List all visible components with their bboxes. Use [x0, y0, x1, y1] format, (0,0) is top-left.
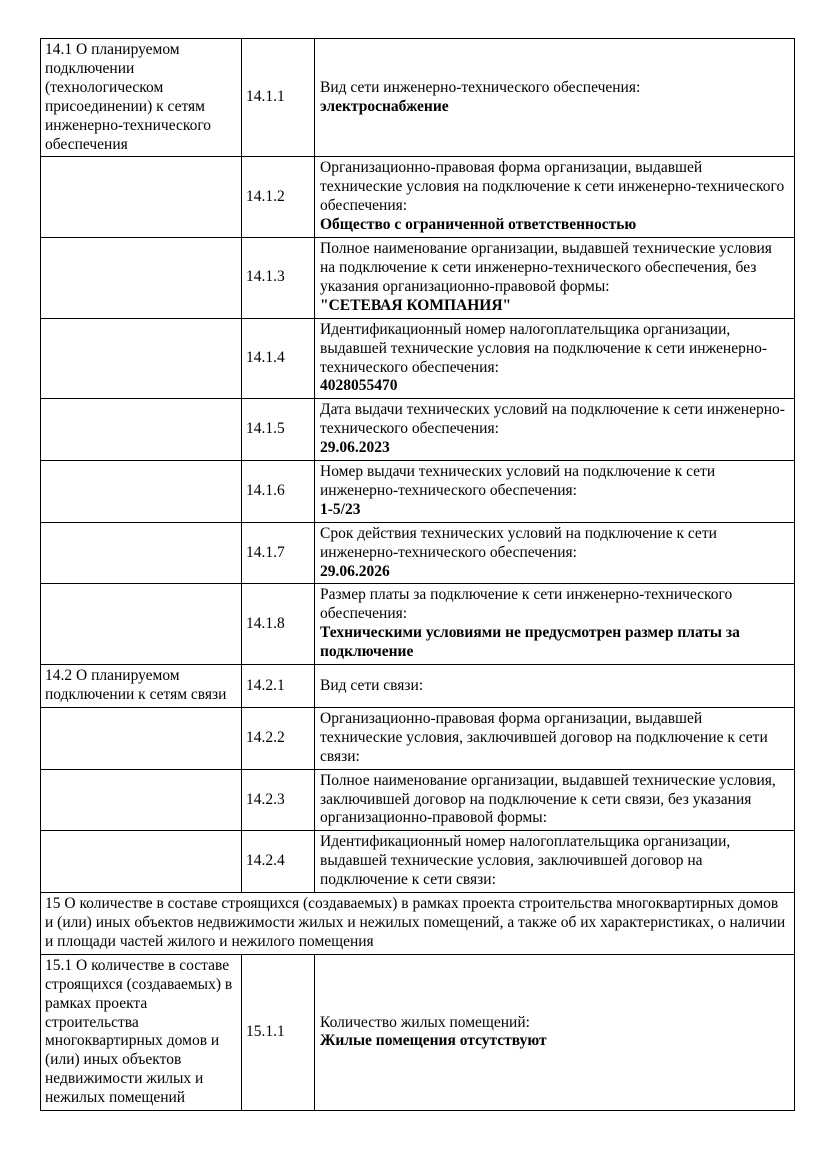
item-answer: электроснабжение	[320, 97, 449, 115]
item-question: Размер платы за подключение к сети инженерно-технического обеспечения:	[320, 586, 733, 623]
item-question: Вид сети связи:	[320, 676, 424, 694]
item-question: Номер выдачи технических условий на подключение к сети инженерно-технического обеспечения:	[320, 463, 716, 499]
section-label-cell	[41, 584, 242, 665]
section-header-cell: 15 О количестве в составе строящихся (создаваемых) в рамках проекта строительства многоквартирных домов и (или) иных объектов недвижимости жилых и нежилых помещений, а также об их характеристиках, о наличии и площади частей жилого и нежилого помещения	[41, 893, 795, 955]
declaration-table	[40, 38, 795, 1111]
item-answer: 29.06.2023	[320, 439, 390, 457]
item-content-cell	[315, 399, 795, 461]
section-label-cell	[41, 707, 242, 769]
table-row	[41, 461, 795, 523]
item-number-cell: 14.1.8	[242, 584, 315, 665]
item-content-cell	[315, 707, 795, 769]
section-label-cell	[41, 522, 242, 584]
table-row	[41, 893, 795, 955]
item-content-cell	[315, 831, 795, 893]
table-row	[41, 831, 795, 893]
item-number-cell: 14.1.1	[242, 39, 315, 157]
item-content-cell	[315, 39, 795, 157]
item-answer: Жилые помещения отсутствуют	[320, 1032, 547, 1050]
item-number-cell: 14.1.4	[242, 318, 315, 399]
item-number-cell: 14.2.4	[242, 831, 315, 893]
item-number-cell: 15.1.1	[242, 954, 315, 1110]
item-question: Полное наименование организации, выдавшей технические условия, заключившей договор на подключение к сети связи, без указания организационно-правовой формы:	[320, 771, 776, 827]
item-number-cell: 14.1.6	[242, 461, 315, 523]
item-content-cell	[315, 318, 795, 399]
section-label-cell	[41, 769, 242, 831]
section-label-cell: 14.2 О планируемом подключении к сетям связи	[41, 665, 242, 708]
table-row	[41, 318, 795, 399]
section-label-cell: 14.1 О планируемом подключении (технологическом присоединении) к сетям инженерно-технического обеспечения	[41, 39, 242, 157]
declaration-table-body	[41, 39, 795, 1111]
item-content-cell	[315, 522, 795, 584]
item-answer: 4028055470	[320, 377, 398, 395]
table-row	[41, 522, 795, 584]
table-row	[41, 954, 795, 1110]
item-number-cell: 14.1.2	[242, 157, 315, 238]
item-number-cell: 14.2.2	[242, 707, 315, 769]
item-content-cell	[315, 769, 795, 831]
section-label-cell	[41, 238, 242, 319]
item-number-cell: 14.2.3	[242, 769, 315, 831]
item-content-cell	[315, 157, 795, 238]
item-question: Дата выдачи технических условий на подключение к сети инженерно-технического обеспечения:	[320, 401, 785, 438]
item-content-cell	[315, 665, 795, 708]
table-row	[41, 39, 795, 157]
item-question: Идентификационный номер налогоплательщика организации, выдавшей технические условия, заключившей договор на подключение к сети связи:	[320, 833, 731, 889]
item-question: Срок действия технических условий на подключение к сети инженерно-технического обеспечения:	[320, 524, 717, 561]
table-row	[41, 157, 795, 238]
item-content-cell	[315, 584, 795, 665]
table-row	[41, 399, 795, 461]
item-question: Идентификационный номер налогоплательщика организации, выдавшей технические условия на подключение к сети инженерно-технического обеспечения:	[320, 320, 768, 376]
item-number-cell: 14.1.5	[242, 399, 315, 461]
item-answer: 29.06.2026	[320, 562, 390, 580]
section-label-cell	[41, 461, 242, 523]
item-question: Полное наименование организации, выдавшей технические условия на подключение к сети инженерно-технического обеспечения, без указания организационно-правовой формы:	[320, 240, 772, 295]
section-label-cell	[41, 157, 242, 238]
item-question: Организационно-правовая форма организации, выдавшей технические условия на подключение к сети инженерно-технического обеспечения:	[320, 159, 785, 215]
item-answer: 1-5/23	[320, 500, 361, 518]
item-question: Количество жилых помещений:	[320, 1013, 530, 1031]
section-label-cell: 15.1 О количестве в составе строящихся (создаваемых) в рамках проекта строительства многоквартирных домов и (или) иных объектов недвижимости жилых и нежилых помещений	[41, 954, 242, 1110]
item-content-cell	[315, 238, 795, 319]
item-answer: "СЕТЕВАЯ КОМПАНИЯ"	[320, 296, 512, 314]
item-question: Организационно-правовая форма организации, выдавшей технические условия, заключившей договор на подключение к сети связи:	[320, 709, 768, 765]
table-row	[41, 769, 795, 831]
table-row	[41, 238, 795, 319]
item-answer: Техническими условиями не предусмотрен размер платы за подключение	[320, 624, 740, 661]
item-content-cell	[315, 954, 795, 1110]
item-answer: Общество с ограниченной ответственностью	[320, 216, 637, 234]
table-row	[41, 707, 795, 769]
section-label-cell	[41, 318, 242, 399]
section-label-cell	[41, 399, 242, 461]
table-row	[41, 584, 795, 665]
item-content-cell	[315, 461, 795, 523]
item-number-cell: 14.1.7	[242, 522, 315, 584]
item-number-cell: 14.1.3	[242, 238, 315, 319]
table-row	[41, 665, 795, 708]
item-question: Вид сети инженерно-технического обеспечения:	[320, 78, 641, 96]
item-number-cell: 14.2.1	[242, 665, 315, 708]
section-label-cell	[41, 831, 242, 893]
